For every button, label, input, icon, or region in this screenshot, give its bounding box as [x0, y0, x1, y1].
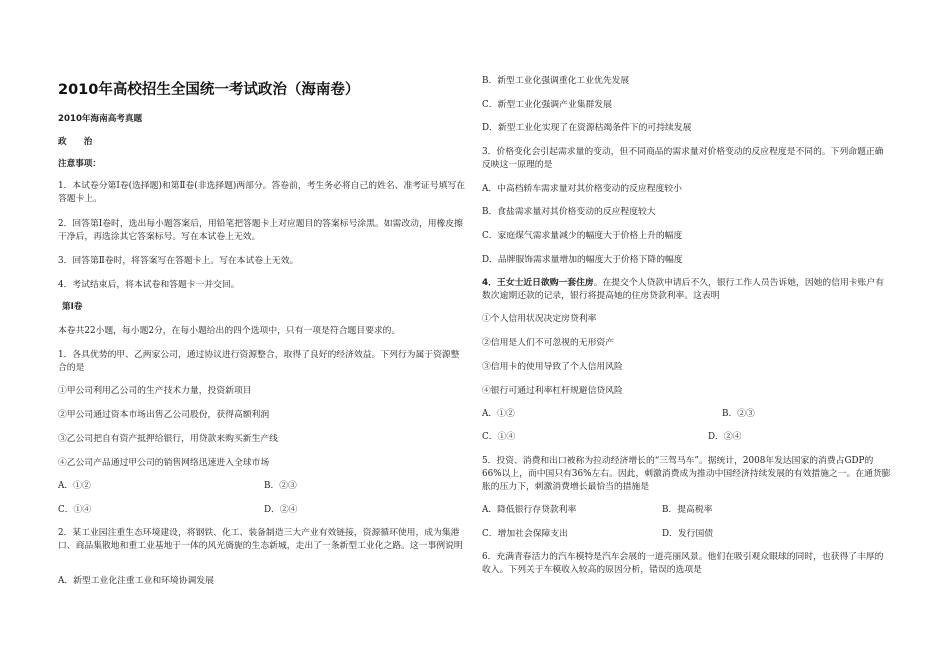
- notice-item: 1．本试卷分第Ⅰ卷(选择题)和第Ⅱ卷(非选择题)两部分。答卷前，考生务必将自己的姓名、准考证号填写在答题卡上。: [58, 181, 466, 204]
- question-4-item: ④银行可通过利率杠杆规避信贷风险: [482, 386, 623, 396]
- question-4-option-a: A．①②: [482, 409, 515, 419]
- question-1-item: ②甲公司通过资本市场出售乙公司股份，获得高额利润: [58, 410, 270, 420]
- question-2-option-c: C．新型工业化强调产业集群发展: [482, 100, 612, 110]
- part-heading: 第Ⅰ卷: [62, 302, 83, 312]
- question-3-stem: 3．价格变化会引起需求量的变动，但不同商品的需求量对价格变动的反应程度是不同的。下列命题正确反映这一原理的是: [482, 147, 884, 170]
- question-3-option-a: A．中高档轿车需求量对其价格变动的反应程度较小: [482, 184, 682, 194]
- question-1-option-a: A．①②: [58, 481, 91, 491]
- question-4-item: ①个人信用状况决定房贷利率: [482, 314, 597, 324]
- question-4-stem-highlight: 4．王女士近日欲购一套住房: [482, 278, 594, 288]
- exam-subtitle: 2010年海南高考真题: [58, 114, 143, 124]
- question-5-option-a: A．降低银行存贷款利率: [482, 505, 577, 515]
- question-1-option-b: B．②③: [264, 481, 297, 491]
- question-5-option-d: D．发行国债: [662, 529, 714, 539]
- notice-item: 3．回答第Ⅱ卷时，将答案写在答题卡上。写在本试卷上无效。: [58, 256, 299, 266]
- question-4-option-d: D．②④: [708, 432, 742, 442]
- notice-heading: 注意事项：: [58, 159, 101, 169]
- notice-item: 2．回答第Ⅰ卷时，选出每小题答案后，用铅笔把答题卡上对应题目的答案标号涂黑。如需改动，用橡皮擦干净后，再选涂其它答案标号。写在本试卷上无效。: [58, 219, 463, 242]
- question-2-option-b: B．新型工业化强调重化工业优先发展: [482, 76, 630, 86]
- question-5-stem: 5．投资、消费和出口被称为拉动经济增长的“三驾马车”。据统计，2008年发达国家的消费占GDP的66%以上，而中国只有36%左右。因此，刺激消费成为推动中国经济持续发展的有效措施之一。在通货膨胀的压力下，刺激消费增长最恰当的措施是: [482, 456, 891, 492]
- question-1-item: ①甲公司利用乙公司的生产技术力量，投资新项目: [58, 386, 252, 396]
- question-3-option-d: D．品牌服饰需求量增加的幅度大于价格下降的幅度: [482, 255, 683, 265]
- question-4-item: ②信用是人们不可忽视的无形资产: [482, 338, 614, 348]
- question-1-option-d: D．②④: [264, 505, 298, 515]
- question-1-option-c: C．①④: [58, 505, 92, 515]
- question-1-item: ④乙公司产品通过甲公司的销售网络迅速进入全球市场: [58, 458, 270, 468]
- question-4-stem-text: 。在提交个人贷款申请后不久，银行工作人员告诉她，因她的信用卡账户有数次逾期还款的记录，银行将提高她的住房贷款利率。这表明: [482, 278, 884, 301]
- question-1-item: ③乙公司把自有资产抵押给银行，用贷款来购买新生产线: [58, 434, 278, 444]
- question-3-option-b: B．食盐需求量对其价格变动的反应程度较大: [482, 207, 656, 217]
- question-4-item: ③信用卡的使用导致了个人信用风险: [482, 362, 623, 372]
- question-1-stem: 1．各具优势的甲、乙两家公司，通过协议进行资源整合，取得了良好的经济效益。下列行为属于资源整合的是: [58, 350, 460, 373]
- question-4-option-b: B．②③: [722, 409, 755, 419]
- question-3-option-c: C．家庭煤气需求量减少的幅度大于价格上升的幅度: [482, 231, 683, 241]
- subject-label: 政 治: [58, 137, 93, 147]
- question-4-option-c: C．①④: [482, 432, 516, 442]
- question-2-option-d: D．新型工业化实现了在资源枯竭条件下的可持续发展: [482, 123, 692, 133]
- page-title: 2010年高校招生全国统一考试政治（海南卷）: [58, 82, 360, 98]
- question-6-stem: 6．充满青春活力的汽车模特是汽车会展的一道亮丽风景。他们在吸引观众眼球的同时，也获得了丰厚的收入。下列关于车模收入较高的原因分析，错误的选项是: [482, 552, 884, 575]
- question-4-stem: [482, 277, 892, 303]
- question-5-option-b: B．提高税率: [662, 505, 713, 515]
- notice-item: 4．考试结束后，将本试卷和答题卡一并交回。: [58, 280, 240, 290]
- question-2-stem: 2．某工业园注重生态环境建设，将钢铁、化工、装备制造三大产业有效链接，资源循环使用，成为集港口、商品集散地和重工业基地于一体的风光旖旎的生态新城，走出了一条新型工业化之路。这一事例说明: [58, 528, 463, 551]
- question-5-option-c: C．增加社会保障支出: [482, 529, 568, 539]
- question-2-option-a: A．新型工业化注重工业和环境协调发展: [58, 576, 214, 586]
- part-intro: 本卷共22小题，每小题2分，在每小题给出的四个选项中，只有一项是符合题目要求的。: [58, 326, 401, 336]
